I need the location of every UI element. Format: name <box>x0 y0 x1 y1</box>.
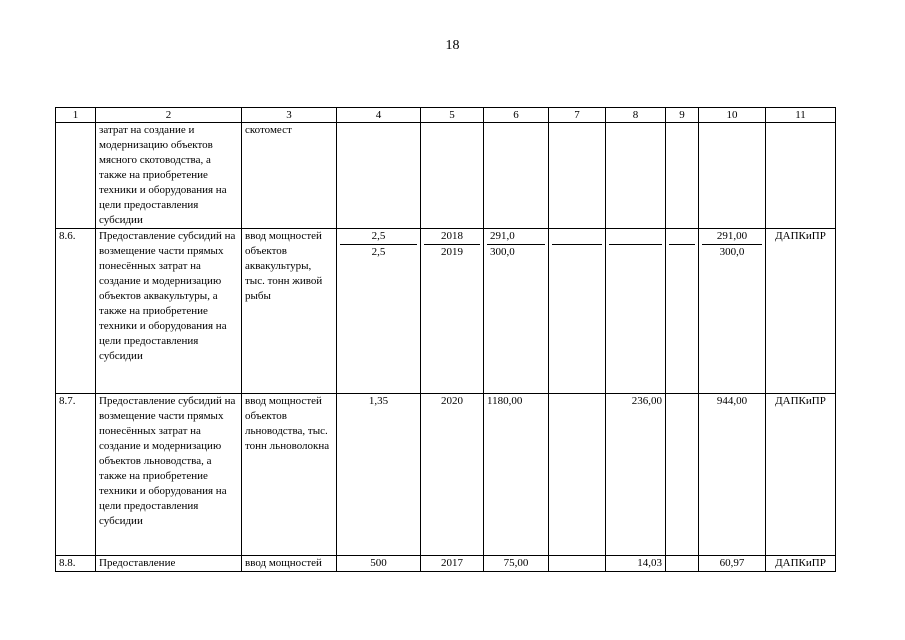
value-cell <box>337 229 421 394</box>
table-row <box>56 123 836 229</box>
amount-cell <box>549 394 606 556</box>
header-cell: 5 <box>421 108 484 123</box>
year-cell: 2020 <box>421 394 484 556</box>
table-row <box>56 556 836 572</box>
amount-cell: 1180,00 <box>484 394 549 556</box>
year-cell <box>421 123 484 229</box>
total-b: 300,0 <box>702 244 762 260</box>
indicator: скотомест <box>242 123 337 229</box>
indicator: ввод мощностей объектов аквакультуры, тыс. тонн живой рыбы <box>242 229 337 394</box>
amount-cell <box>549 123 606 229</box>
amount-cell <box>484 229 549 394</box>
amount-cell <box>699 229 766 394</box>
amount-a: 291,0 <box>490 230 515 242</box>
amount-cell <box>484 123 549 229</box>
amount-cell <box>606 229 666 394</box>
row-number: 8.6. <box>56 229 96 394</box>
amount-cell: 60,97 <box>699 556 766 572</box>
header-cell: 10 <box>699 108 766 123</box>
data-table <box>55 107 836 572</box>
amount-cell <box>606 123 666 229</box>
header-cell: 2 <box>96 108 242 123</box>
responsible-cell: ДАПКиПР <box>766 229 836 394</box>
value-2018: 2,5 <box>371 230 386 242</box>
header-cell: 8 <box>606 108 666 123</box>
total-a: 291,00 <box>716 230 748 242</box>
responsible-cell: ДАПКиПР <box>766 556 836 572</box>
amount-cell <box>549 229 606 394</box>
measure-description: Предоставление субсидий на возмещение части прямых понесённых затрат на создание и модернизацию объектов льноводства, а также на приобретение техники и оборудования на цели предоставления субсидии <box>96 394 242 556</box>
year-cell <box>421 229 484 394</box>
value-cell <box>337 123 421 229</box>
header-cell: 3 <box>242 108 337 123</box>
table-row <box>56 229 836 394</box>
responsible-cell: ДАПКиПР <box>766 394 836 556</box>
amount-cell <box>666 229 699 394</box>
amount-cell <box>666 123 699 229</box>
measure-description: Предоставление <box>96 556 242 572</box>
year-b: 2019 <box>424 244 480 260</box>
header-cell: 7 <box>549 108 606 123</box>
page-number: 18 <box>445 38 460 53</box>
indicator: ввод мощностей объектов льноводства, тыс. тонн льноволокна <box>242 394 337 556</box>
header-cell: 9 <box>666 108 699 123</box>
table-row <box>56 394 836 556</box>
year-a: 2018 <box>441 230 463 242</box>
header-row <box>56 108 836 123</box>
header-cell: 6 <box>484 108 549 123</box>
value-2019: 2,5 <box>340 244 417 260</box>
amount-cell: 75,00 <box>484 556 549 572</box>
row-number: 8.8. <box>56 556 96 572</box>
row-number <box>56 123 96 229</box>
amount-b: 300,0 <box>487 244 545 260</box>
measure-description: затрат на создание и модернизацию объектов мясного скотоводства, а также на приобретение техники и оборудования на цели предоставления субсидии <box>96 123 242 229</box>
amount-cell: 236,00 <box>606 394 666 556</box>
indicator: ввод мощностей <box>242 556 337 572</box>
amount-cell <box>699 123 766 229</box>
amount-cell <box>549 556 606 572</box>
measure-description: Предоставление субсидий на возмещение части прямых понесённых затрат на создание и модернизацию объектов аквакультуры, а также на приобретение техники и оборудования на цели предоставления субсидии <box>96 229 242 394</box>
amount-cell <box>666 556 699 572</box>
row-number: 8.7. <box>56 394 96 556</box>
year-cell: 2017 <box>421 556 484 572</box>
amount-cell: 14,03 <box>606 556 666 572</box>
amount-cell <box>666 394 699 556</box>
value-cell: 500 <box>337 556 421 572</box>
amount-cell: 944,00 <box>699 394 766 556</box>
value-cell: 1,35 <box>337 394 421 556</box>
responsible-cell <box>766 123 836 229</box>
header-cell: 4 <box>337 108 421 123</box>
header-cell: 11 <box>766 108 836 123</box>
header-cell: 1 <box>56 108 96 123</box>
